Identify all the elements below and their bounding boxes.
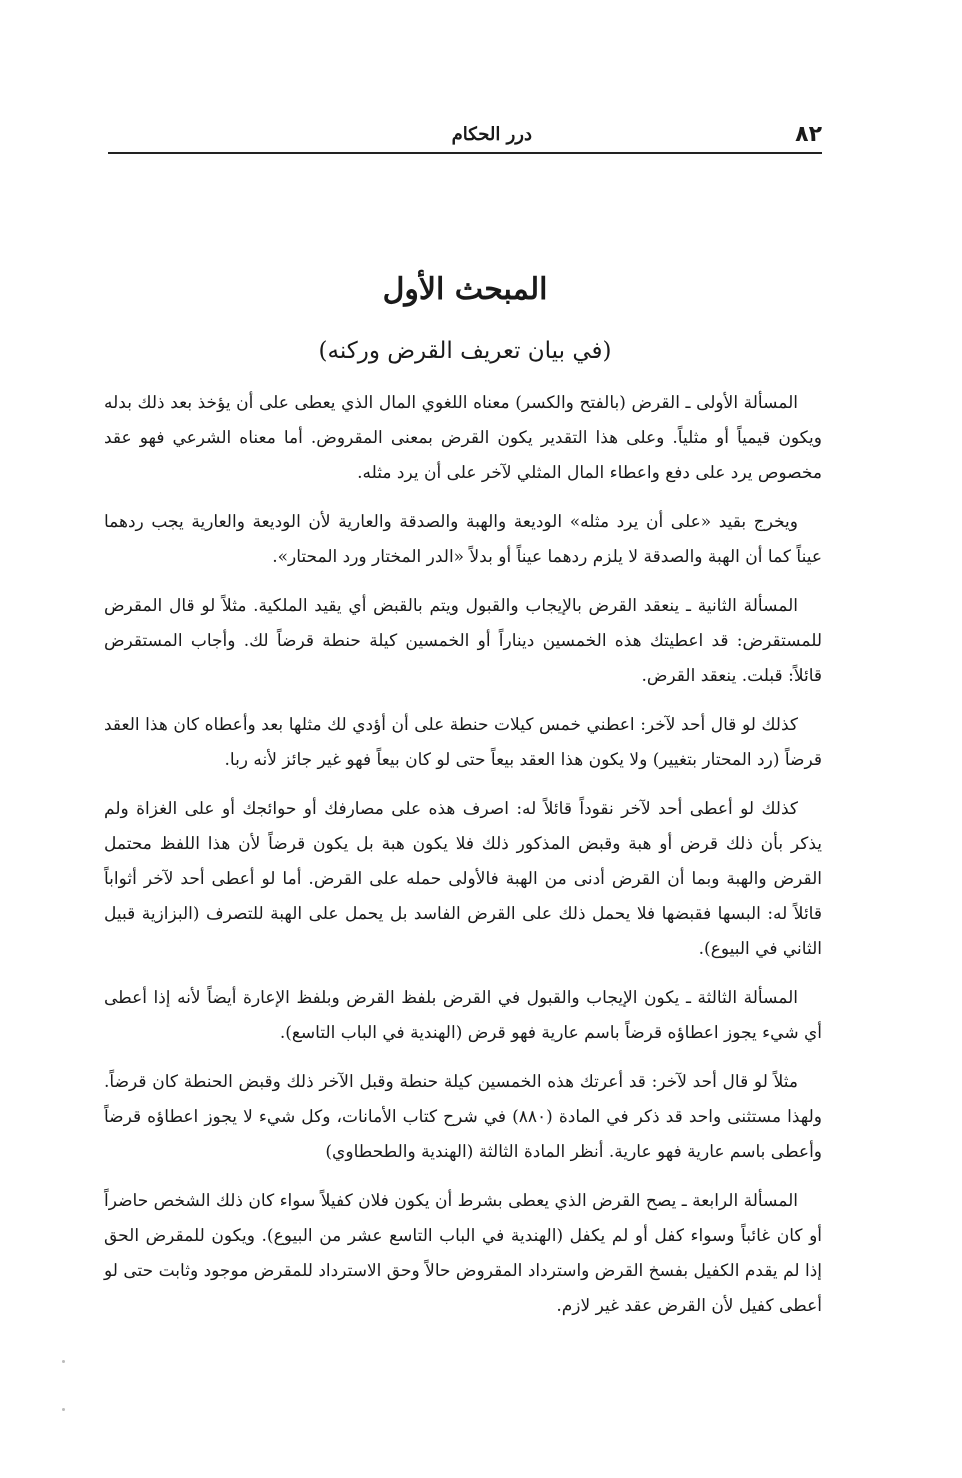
page-number: ٨٢ <box>795 122 822 147</box>
section-title: المبحث الأول <box>382 272 548 307</box>
paragraph: المسألة الثالثة ـ يكون الإيجاب والقبول في القرض بلفظ القرض وبلفظ الإعارة أيضاً لأنه إذا أعطى أي شيء يجوز اعطاؤه قرضاً باسم عارية فهو قرض (الهندية في الباب التاسع). <box>104 988 822 1043</box>
body-text <box>104 386 822 1338</box>
paragraph: ويخرج بقيد «على أن يرد مثله» الوديعة والهبة والصدقة والعارية لأن الوديعة والعارية يجب ردهما عيناً كما أن الهبة والصدقة لا يلزم ردهما عيناً أو بدلاً «الدر المختار ورد المحتار». <box>104 512 822 567</box>
paragraph: المسألة الثانية ـ ينعقد القرض بالإيجاب والقبول ويتم بالقبض أي يقيد الملكية. مثلاً لو قال المقرض للمستقرض: قد اعطيتك هذه الخمسين ديناراً أو الخمسين كيلة حنطة قرضاً لك. وأجاب المستقرض قائلاً: قبلت. ينعقد القرض. <box>104 596 822 686</box>
running-title: درر الحكام <box>451 124 532 145</box>
scan-speck <box>62 1360 65 1363</box>
paragraph: كذلك لو قال أحد لآخر: اعطني خمس كيلات حنطة على أن أؤدي لك مثلها بعد وأعطاه كان هذا العقد قرضاً (رد المحتار بتغيير) ولا يكون هذا العقد بيعاً حتى لو كان بيعاً فهو غير جائز لأنه ربا. <box>104 715 822 770</box>
paragraph: المسألة الرابعة ـ يصح القرض الذي يعطى بشرط أن يكون فلان كفيلاً سواء كان ذلك الشخص حاضراً أو كان غائباً وسواء كفل أو لم يكفل (الهندية في الباب التاسع عشر من البيوع). ويكون للمقرض الحق إذا لم يقدم الكفيل بفسخ القرض واسترداد المقروض حالاً وحق الاسترداد للمقرض موجود وثابت حتى لو أعطى كفيل لأن القرض عقد غير لازم. <box>104 1191 822 1316</box>
paragraph: المسألة الأولى ـ القرض (بالفتح والكسر) معناه اللغوي المال الذي يعطى على أن يؤخذ بعد ذلك بدله ويكون قيمياً أو مثلياً. وعلى هذا التقدير يكون القرض بمعنى المقروض. أما معناه الشرعي فهو عقد مخصوص يرد على دفع واعطاء المال المثلي لآخر على أن يرد مثله. <box>104 393 822 483</box>
paragraph: كذلك لو أعطى أحد لآخر نقوداً قائلاً له: اصرف هذه على مصارفك أو حوائجك أو على الغزاة ولم يذكر بأن ذلك قرض أو هبة وقبض المذكور ذلك فلا يكون هبة بل يكون قرضاً لأن هذا اللفظ محتمل القرض والهبة وبما أن القرض أدنى من الهبة فالأولى حمله على القرض. أما لو أعطى أحد لآخر أثواباً قائلاً له: البسها فقبضها فلا يحمل ذلك على القرض الفاسد بل يحمل على الهبة للتصرف (البزازية قبيل الثاني في البيوع). <box>104 799 822 959</box>
section-subtitle: (في بيان تعريف القرض وركنه) <box>318 338 612 364</box>
page-header <box>108 112 822 154</box>
scan-speck <box>62 1408 65 1411</box>
paragraph: مثلاً لو قال أحد لآخر: قد أعرتك هذه الخمسين كيلة حنطة وقبل الآخر ذلك وقبض الحنطة كان قرضاً. ولهذا مستثنى واحد قد ذكر في المادة (٨٨٠) في شرح كتاب الأمانات، وكل شيء لا يجوز اعطاؤه قرضاً وأعطى باسم عارية فهو عارية. أنظر المادة الثالثة (الهندية والطحطاوي) <box>104 1072 822 1162</box>
